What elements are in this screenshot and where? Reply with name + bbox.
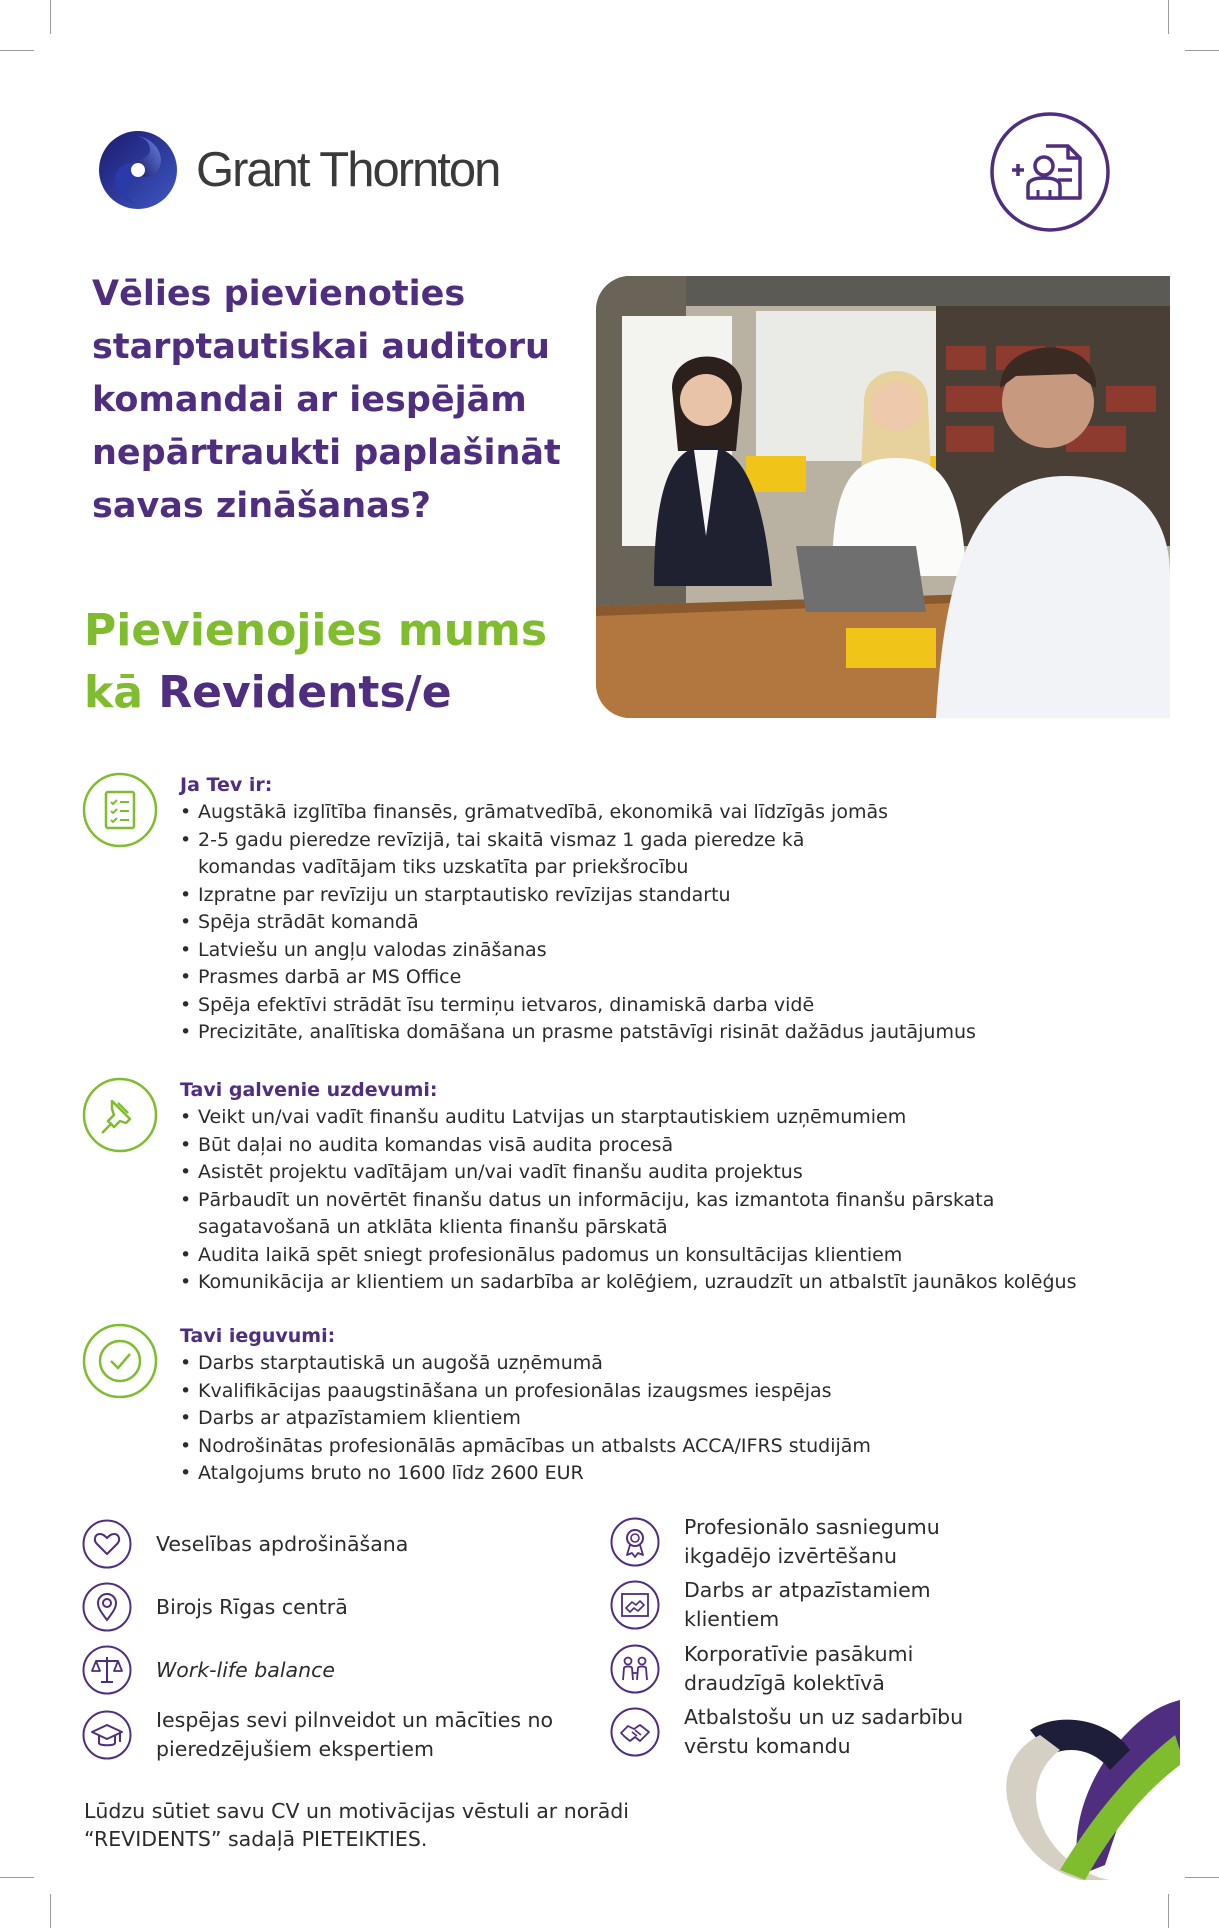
handshake-icon: [610, 1707, 660, 1757]
brand-swirl-graphic: [1000, 1690, 1180, 1880]
perk-label: Veselības apdrošināšana: [156, 1531, 409, 1556]
section-title: Tavi galvenie uzdevumi:: [180, 1079, 438, 1101]
perk-label-line: Atbalstošu un uz sadarbību: [684, 1705, 964, 1729]
list-item: • Prasmes darbā ar MS Office: [180, 964, 976, 992]
list-item: • Spēja strādāt komandā: [180, 909, 976, 937]
list-item: • Nodrošinātas profesionālās apmācības un atbalsts ACCA/IFRS studijām: [180, 1433, 871, 1461]
headline: Vēlies pievienoties starptautiskai auditoru komandai ar iespējām nepārtraukti paplašināt savas zināšanas?: [92, 274, 561, 526]
perk-label: [684, 1640, 913, 1698]
graduation-cap-icon: [82, 1710, 132, 1760]
perk-item: [610, 1703, 963, 1761]
crop-mark: [1185, 1877, 1219, 1878]
perk-item: [610, 1640, 913, 1698]
section-title: Tavi ieguvumi:: [180, 1325, 336, 1347]
list-item: • Asistēt projektu vadītājam un/vai vadīt finanšu audita projektus: [180, 1159, 1076, 1187]
pin-icon: [82, 1077, 158, 1153]
perk-label-line: ikgadējo izvērtēšanu: [684, 1544, 898, 1568]
job-role: Revidents/e: [158, 667, 452, 718]
list-item: • 2-5 gadu pieredze revīzijā, tai skaitā vismaz 1 gada pieredze kā: [180, 827, 976, 855]
location-pin-icon: [82, 1582, 132, 1632]
list-item: • Pārbaudīt un novērtēt finanšu datus un informāciju, kas izmantota finanšu pārskata: [180, 1187, 1076, 1215]
perk-label-line: draudzīgā kolektīvā: [684, 1671, 885, 1695]
list-item: • Precizitāte, analītiska domāšana un prasme patstāvīgi risināt dažādus jautājumus: [180, 1019, 976, 1047]
tasks-list: [180, 1104, 1076, 1297]
join-line: Pievienojies mums: [84, 605, 548, 656]
perk-item: [610, 1513, 940, 1571]
list-item: • Audita laikā spēt sniegt profesionālus padomus un konsultācijas klientiem: [180, 1242, 1076, 1270]
list-item: • Komunikācija ar klientiem un sadarbība ar kolēģiem, uzraudzīt un atbalstīt jaunākos kolēģus: [180, 1269, 1076, 1297]
scales-icon: [82, 1645, 132, 1695]
brand-mark-icon: [98, 130, 178, 210]
perk-item: [82, 1706, 553, 1764]
crop-mark: [0, 1877, 34, 1878]
perk-label: [684, 1703, 963, 1761]
perk-label: Birojs Rīgas centrā: [156, 1594, 348, 1619]
perk-item: [82, 1645, 335, 1695]
requirements-list: [180, 799, 976, 1047]
crop-mark: [0, 50, 34, 51]
perk-label-line: Iespējas sevi pilnveidot un mācīties no: [156, 1708, 554, 1732]
join-prefix: kā: [84, 667, 143, 718]
brand-name: Grant Thornton: [196, 143, 500, 197]
perk-label-line: vērstu komandu: [684, 1734, 851, 1758]
list-item: • Darbs starptautiskā un augošā uzņēmumā: [180, 1350, 871, 1378]
list-item-continuation: sagatavošanā un atklāta klienta finanšu pārskatā: [198, 1216, 668, 1238]
crop-mark: [1185, 50, 1219, 51]
perk-label-line: Darbs ar atpazīstamiem: [684, 1578, 931, 1602]
crop-mark: [1168, 0, 1169, 34]
perk-label-line: klientiem: [684, 1607, 780, 1631]
checklist-icon: [82, 772, 158, 848]
footer-line: Lūdzu sūtiet savu CV un motivācijas vēstuli ar norādi: [84, 1799, 629, 1823]
perk-label: [156, 1706, 553, 1764]
list-item: • Atalgojums bruto no 1600 līdz 2600 EUR: [180, 1460, 871, 1488]
people-group-icon: [610, 1644, 660, 1694]
list-item: • Darbs ar atpazīstamiem klientiem: [180, 1405, 871, 1433]
perk-item: [610, 1576, 931, 1634]
brand-logo: [98, 128, 499, 212]
list-item: • Latviešu un angļu valodas zināšanas: [180, 937, 976, 965]
crop-mark: [50, 1894, 51, 1928]
perk-label-line: Profesionālo sasniegumu: [684, 1515, 940, 1539]
handshake-frame-icon: [610, 1580, 660, 1630]
footer-line: “REVIDENTS” sadaļā PIETEIKTIES.: [84, 1827, 428, 1851]
perk-label: Work-life balance: [156, 1657, 335, 1682]
perk-item: [82, 1519, 408, 1569]
crop-mark: [50, 0, 51, 34]
perk-item: [82, 1582, 348, 1632]
checkmark-icon: [82, 1323, 158, 1399]
section-title: Ja Tev ir:: [180, 774, 273, 796]
award-medal-icon: [610, 1517, 660, 1567]
list-item: • Būt daļai no audita komandas visā audita procesā: [180, 1132, 1076, 1160]
perk-label: [684, 1576, 931, 1634]
heart-icon: [82, 1519, 132, 1569]
list-item: • Augstākā izglītība finansēs, grāmatvedībā, ekonomikā vai līdzīgās jomās: [180, 799, 976, 827]
list-item: • Kvalifikācijas paaugstināšana un profesionālas izaugsmes iespējas: [180, 1378, 871, 1406]
perk-label: [684, 1513, 940, 1571]
benefits-list: [180, 1350, 871, 1488]
crop-mark: [1168, 1894, 1169, 1928]
team-meeting-photo: [596, 276, 1170, 718]
list-item: • Veikt un/vai vadīt finanšu auditu Latvijas un starptautiskiem uzņēmumiem: [180, 1104, 1076, 1132]
perk-label-line: pieredzējušiem ekspertiem: [156, 1737, 434, 1761]
job-title-heading: [84, 600, 547, 724]
list-item: • Izpratne par revīziju un starptautisko revīzijas standartu: [180, 882, 976, 910]
list-item-continuation: komandas vadītājam tiks uzskatīta par priekšrocību: [198, 856, 689, 878]
application-instructions: [84, 1797, 724, 1853]
perk-label-line: Korporatīvie pasākumi: [684, 1642, 914, 1666]
add-user-document-icon: [988, 110, 1112, 234]
list-item: • Spēja efektīvi strādāt īsu termiņu ietvaros, dinamiskā darba vidē: [180, 992, 976, 1020]
